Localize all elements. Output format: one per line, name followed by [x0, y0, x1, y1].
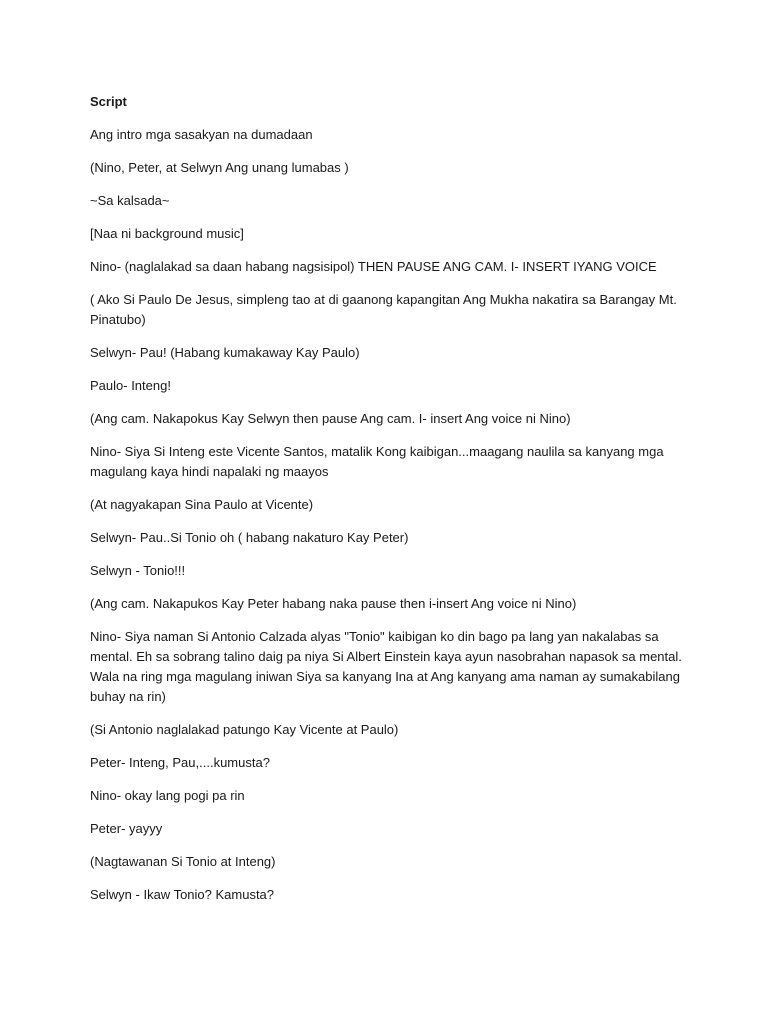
- script-line: [Naa ni background music]: [90, 226, 244, 241]
- script-line: Peter- Inteng, Pau,....kumusta?: [90, 755, 270, 770]
- script-body: [90, 92, 690, 918]
- script-line: (Ang cam. Nakapukos Kay Peter habang naka pause then i-insert Ang voice ni Nino): [90, 596, 577, 611]
- script-line: (At nagyakapan Sina Paulo at Vicente): [90, 497, 314, 512]
- script-line: (Ang cam. Nakapokus Kay Selwyn then pause Ang cam. I- insert Ang voice ni Nino): [90, 411, 571, 426]
- script-line: Nino- Siya Si Inteng este Vicente Santos, matalik Kong kaibigan...maagang naulila sa kanyang mga magulang kaya hindi napalaki ng maayos: [90, 444, 664, 479]
- script-line: ~Sa kalsada~: [90, 193, 170, 208]
- script-title: Script: [90, 94, 127, 109]
- script-line: Selwyn - Ikaw Tonio? Kamusta?: [90, 887, 275, 902]
- script-line: Nino- okay lang pogi pa rin: [90, 788, 245, 803]
- script-line: Peter- yayyy: [90, 821, 163, 836]
- script-line: Selwyn- Pau! (Habang kumakaway Kay Paulo): [90, 345, 360, 360]
- script-line: Selwyn- Pau..Si Tonio oh ( habang nakaturo Kay Peter): [90, 530, 409, 545]
- script-line: (Si Antonio naglalakad patungo Kay Vicente at Paulo): [90, 722, 399, 737]
- script-line: Nino- Siya naman Si Antonio Calzada alyas "Tonio" kaibigan ko din bago pa lang yan nakalabas sa mental. Eh sa sobrang talino daig pa niya Si Albert Einstein kaya ayun nasobrahan napasok sa mental. Wala na ring mga magulang iniwan Siya sa kanyang Ina at Ang kanyang ama naman ay sumakabilang buhay na rin): [90, 629, 682, 704]
- script-line: Paulo- Inteng!: [90, 378, 171, 393]
- script-line: Selwyn - Tonio!!!: [90, 563, 186, 578]
- script-line: Ang intro mga sasakyan na dumadaan: [90, 127, 313, 142]
- script-line: Nino- (naglalakad sa daan habang nagsisipol) THEN PAUSE ANG CAM. I- INSERT IYANG VOICE: [90, 259, 657, 274]
- script-line: (Nino, Peter, at Selwyn Ang unang lumabas ): [90, 160, 349, 175]
- script-line: (Nagtawanan Si Tonio at Inteng): [90, 854, 276, 869]
- script-line: ( Ako Si Paulo De Jesus, simpleng tao at di gaanong kapangitan Ang Mukha nakatira sa Barangay Mt. Pinatubo): [90, 292, 677, 327]
